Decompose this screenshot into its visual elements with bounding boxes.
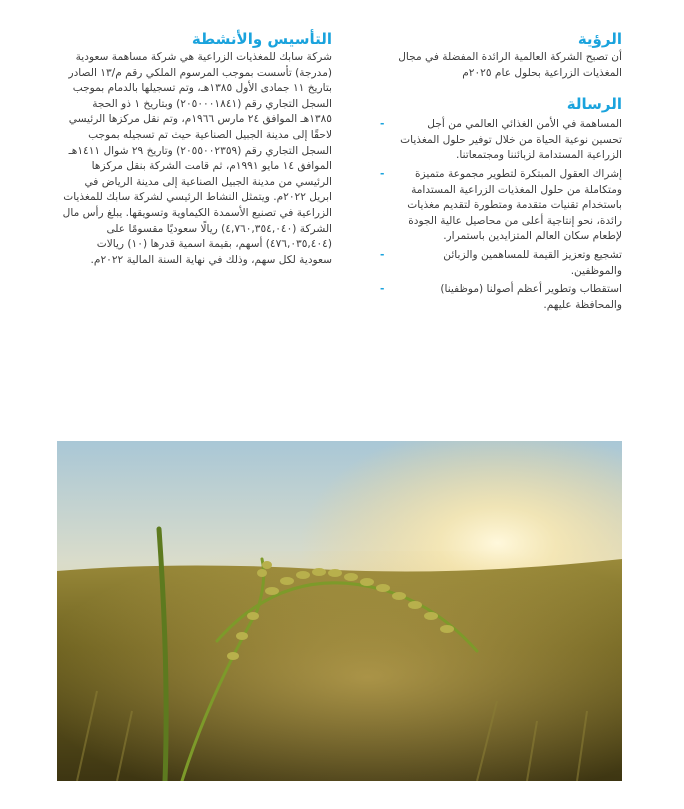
bullet-icon: -	[380, 248, 385, 261]
mission-item	[380, 117, 622, 164]
bullet-icon: -	[380, 283, 385, 296]
vision-title: الرؤية	[577, 30, 622, 48]
founding-column	[62, 30, 332, 268]
bullet-icon: -	[380, 167, 385, 180]
wheat-field-illustration	[57, 441, 622, 781]
founding-text: شركة سابك للمغذيات الزراعية هي شركة مساهمة سعودية (مدرجة) تأسست بموجب المرسوم الملكي رقم م/١٣ الصادر بتاريخ ١١ جمادى الأول ١٣٨٥هـ، وتم تسجيلها بالدمام بموجب السجل التجاري رقم (٢٠٥٠٠٠١٨٤١) وبتاريخ ١ ذو الحجة ١٣٨٥هـ الموافق ٢٤ مارس ١٩٦٦م، وتم نقل مركزها الرئيسي لاحقًا إلى مدينة الجبيل الصناعية حيث تم تسجيله بموجب السجل التجاري رقم (٢٠٥٥٠٠٢٣٥٩) وتاريخ ٢٩ شوال ١٤١١هـ الموافق ١٤ مايو ١٩٩١م، ثم قامت الشركة بنقل مركزها الرئيسي من مدينة الجبيل الصناعية إلى مدينة الرياض في ابريل ٢٠٢٢م. ويتمثل النشاط الرئيسي لشركة سابك للمغذيات الزراعية في تصنيع الأسمدة الكيماوية وتسويقها. يبلغ رأس مال الشركة (٤,٧٦٠,٣٥٤,٠٤٠) ريالًا سعوديًا مقسومًا على (٤٧٦,٠٣٥,٤٠٤) أسهم، بقيمة اسمية قدرها (١٠) ريالات سعودية لكل سهم، وذلك في نهاية السنة المالية ٢٠٢٢م.	[62, 51, 332, 266]
wheat-field-photo	[57, 441, 622, 781]
founding-title: التأسيس والأنشطة	[191, 30, 332, 48]
mission-item-text: المساهمة في الأمن الغذائي العالمي من أجل تحسين نوعية الحياة من خلال توفير حلول المغذيات الزراعية المستدامة لزبائننا ومجتمعاتنا.	[400, 118, 622, 162]
mission-title: الرسالة	[566, 95, 622, 114]
vision-text: أن تصبح الشركة العالمية الرائدة المفضلة في مجال المغذيات الزراعية بحلول عام ٢٠٢٥م	[398, 51, 622, 79]
mission-item-text: تشجيع وتعزيز القيمة للمساهمين والزبائن والموظفين.	[443, 248, 622, 277]
mission-item-text: إشراك العقول المبتكرة لتطوير مجموعة متميزة ومتكاملة من حلول المغذيات الزراعية المستدامة باستخدام تقنيات متقدمة ومتطورة لتقديم مغذيات رائدة، نحو إنتاجية أعلى من محاصيل عالية الجودة لإطعام سكان العالم المتزايدين باستمرار.	[407, 167, 622, 243]
bullet-icon: -	[380, 118, 385, 131]
mission-item	[380, 248, 622, 279]
mission-item-text: استقطاب وتطوير أعظم أصولنا (موظفينا) والمحافظة عليهم.	[440, 283, 622, 311]
mission-item	[380, 282, 622, 313]
vision-mission-column	[380, 30, 622, 316]
mission-list	[380, 117, 622, 313]
mission-item	[380, 167, 622, 245]
